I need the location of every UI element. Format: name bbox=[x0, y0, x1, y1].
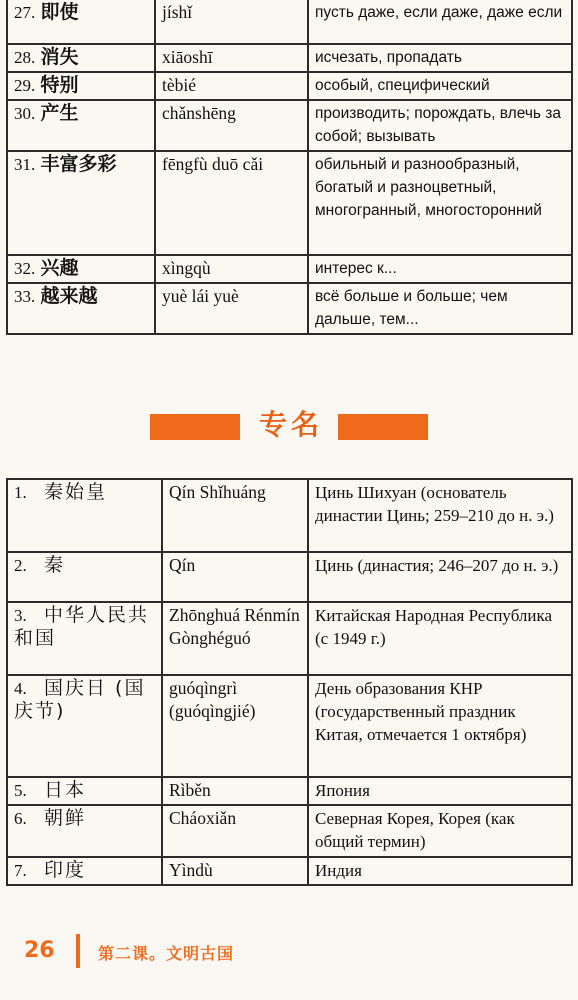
meaning-cell: пусть даже, если даже, даже если bbox=[308, 0, 572, 44]
meaning-cell: интерес к... bbox=[308, 255, 572, 283]
row-number: 30. bbox=[14, 104, 36, 123]
table-row bbox=[7, 602, 572, 675]
table-row bbox=[7, 552, 572, 602]
term-cell bbox=[7, 72, 155, 100]
hanzi-term: 朝鲜 bbox=[44, 807, 87, 829]
pinyin-cell: chǎnshēng bbox=[155, 100, 308, 151]
pinyin-cell: yuè lái yuè bbox=[155, 283, 308, 334]
meaning-cell: Северная Корея, Корея (как общий термин) bbox=[308, 805, 572, 857]
row-number: 27. bbox=[14, 3, 36, 22]
table-row bbox=[7, 675, 572, 777]
table-row bbox=[7, 479, 572, 552]
table-row bbox=[7, 255, 572, 283]
hanzi-term: 特别 bbox=[40, 74, 79, 96]
heading-bar-left bbox=[150, 414, 240, 440]
meaning-cell: Цинь Шихуан (основатель династии Цинь; 259–210 до н. э.) bbox=[308, 479, 572, 552]
term-cell bbox=[7, 552, 162, 602]
hanzi-term: 印度 bbox=[44, 859, 87, 881]
table-row bbox=[7, 100, 572, 151]
row-number: 32. bbox=[14, 259, 36, 278]
proper-names-table bbox=[6, 478, 573, 886]
table-row bbox=[7, 44, 572, 72]
table-row bbox=[7, 0, 572, 44]
row-number: 1. bbox=[14, 483, 27, 502]
meaning-cell: Цинь (династия; 246–207 до н. э.) bbox=[308, 552, 572, 602]
vocabulary-table bbox=[6, 0, 573, 335]
hanzi-term: 日本 bbox=[44, 779, 87, 801]
table-row bbox=[7, 805, 572, 857]
term-cell bbox=[7, 44, 155, 72]
meaning-cell: производить; порождать, влечь за собой; вызывать bbox=[308, 100, 572, 151]
hanzi-term: 秦始皇 bbox=[44, 481, 108, 503]
row-number: 31. bbox=[14, 155, 36, 174]
row-number: 2. bbox=[14, 556, 27, 575]
table-row bbox=[7, 151, 572, 255]
row-number: 28. bbox=[14, 48, 36, 67]
lesson-title: 第二课。文明古国 bbox=[98, 944, 235, 963]
meaning-cell: особый, специфический bbox=[308, 72, 572, 100]
table-row bbox=[7, 777, 572, 805]
hanzi-term: 中华人民共和国 bbox=[14, 604, 150, 649]
pinyin-cell: tèbié bbox=[155, 72, 308, 100]
row-number: 4. bbox=[14, 679, 27, 698]
page-number: 26 bbox=[24, 938, 55, 963]
pinyin-cell: Yìndù bbox=[162, 857, 308, 885]
section-heading: 专名 bbox=[258, 408, 323, 441]
hanzi-term: 丰富多彩 bbox=[40, 153, 117, 175]
table-row bbox=[7, 857, 572, 885]
hanzi-term: 兴趣 bbox=[40, 257, 79, 279]
heading-bar-right bbox=[338, 414, 428, 440]
row-number: 5. bbox=[14, 781, 27, 800]
pinyin-cell: Cháoxiǎn bbox=[162, 805, 308, 857]
meaning-cell: День образования КНР (государственный праздник Китая, отмечается 1 октября) bbox=[308, 675, 572, 777]
pinyin-cell: Qín bbox=[162, 552, 308, 602]
row-number: 6. bbox=[14, 809, 27, 828]
term-cell bbox=[7, 777, 162, 805]
table-row bbox=[7, 283, 572, 334]
meaning-cell: всё больше и больше; чем дальше, тем... bbox=[308, 283, 572, 334]
term-cell bbox=[7, 283, 155, 334]
pinyin-cell: xiāoshī bbox=[155, 44, 308, 72]
term-cell bbox=[7, 602, 162, 675]
term-cell bbox=[7, 857, 162, 885]
pinyin-cell: Zhōnghuá Rénmín Gònghéguó bbox=[162, 602, 308, 675]
pinyin-cell: xìngqù bbox=[155, 255, 308, 283]
row-number: 33. bbox=[14, 287, 36, 306]
meaning-cell: Япония bbox=[308, 777, 572, 805]
meaning-cell: исчезать, пропадать bbox=[308, 44, 572, 72]
hanzi-term: 消失 bbox=[40, 46, 79, 68]
hanzi-term: 产生 bbox=[40, 102, 79, 124]
meaning-cell: Китайская Народная Республика (с 1949 г.) bbox=[308, 602, 572, 675]
meaning-cell: Индия bbox=[308, 857, 572, 885]
row-number: 3. bbox=[14, 606, 27, 625]
pinyin-cell: guóqìngrì (guóqìngjié) bbox=[162, 675, 308, 777]
term-cell bbox=[7, 479, 162, 552]
row-number: 29. bbox=[14, 76, 36, 95]
term-cell bbox=[7, 805, 162, 857]
hanzi-term: 即使 bbox=[40, 1, 79, 23]
term-cell bbox=[7, 151, 155, 255]
meaning-cell: обильный и разнообразный, богатый и разноцветный, многогранный, многосторонний bbox=[308, 151, 572, 255]
term-cell bbox=[7, 0, 155, 44]
row-number: 7. bbox=[14, 861, 27, 880]
table-row bbox=[7, 72, 572, 100]
hanzi-term: 越来越 bbox=[40, 285, 98, 307]
pinyin-cell: Rìběn bbox=[162, 777, 308, 805]
term-cell bbox=[7, 675, 162, 777]
term-cell bbox=[7, 100, 155, 151]
term-cell bbox=[7, 255, 155, 283]
footer-divider bbox=[76, 934, 80, 968]
pinyin-cell: jíshǐ bbox=[155, 0, 308, 44]
hanzi-term: 国庆日 (国庆节) bbox=[14, 677, 146, 722]
pinyin-cell: fēngfù duō cǎi bbox=[155, 151, 308, 255]
hanzi-term: 秦 bbox=[44, 554, 66, 576]
pinyin-cell: Qín Shǐhuáng bbox=[162, 479, 308, 552]
